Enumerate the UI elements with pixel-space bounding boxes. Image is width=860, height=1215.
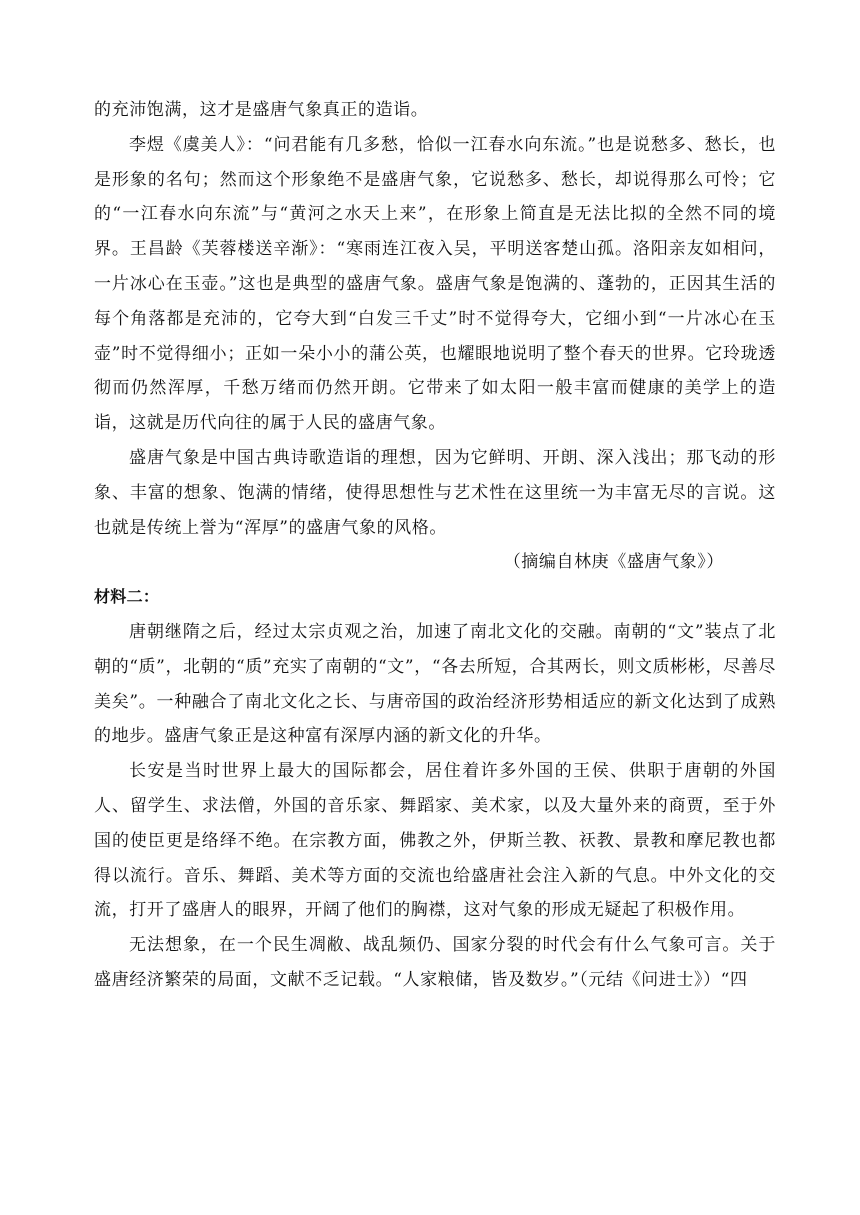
paragraph-li-yu: 李煜《虞美人》：“问君能有几多愁，恰似一江春水向东流。”也是说愁多、愁长，也是形象的名句；然而这个形象绝不是盛唐气象，它说愁多、愁长，却说得那么可怜；它的“一江春水向东流”与“黄河之水天上来”，在形象上简直是无法比拟的全然不同的境界。王昌龄《芙蓉楼送辛渐》：“寒雨连江夜入吴，平明送客楚山孤。洛阳亲友如相问，一片冰心在玉壶。”这也是典型的盛唐气象。盛唐气象是饱满的、蓬勃的，正因其生活的每个角落都是充沛的，它夸大到“白发三千丈”时不觉得夸大，它细小到“一片冰心在玉壶”时不觉得细小；正如一朵小小的蒲公英，也耀眼地说明了整个春天的世界。它玲珑透彻而仍然浑厚，千愁万绪而仍然开朗。它带来了如太阳一般丰富而健康的美学上的造诣，这就是历代向往的属于人民的盛唐气象。 [94, 134, 776, 434]
paragraph-continuation: 的充沛饱满，这才是盛唐气象真正的造诣。 [94, 100, 429, 120]
source-citation: （摘编自林庚《盛唐气象》） [503, 552, 724, 573]
paragraph-economy: 无法想象，在一个民生凋敝、战乱频仍、国家分裂的时代会有什么气象可言。关于盛唐经济繁荣的局面，文献不乏记载。“人家粮储，皆及数岁。”（元结《问进士》）“四 [94, 935, 776, 990]
paragraph-ideal: 盛唐气象是中国古典诗歌造诣的理想，因为它鲜明、开朗、深入浅出；那飞动的形象、丰富的想象、饱满的情绪，使得思想性与艺术性在这里统一为丰富无尽的言说。这也就是传统上誉为“浑厚”的盛唐气象的风格。 [94, 447, 776, 538]
paragraph-changan: 长安是当时世界上最大的国际都会，居住着许多外国的王侯、供职于唐朝的外国人、留学生、求法僧，外国的音乐家、舞蹈家、美术家，以及大量外来的商贾，至于外国的使臣更是络绎不绝。在宗教方面，佛教之外，伊斯兰教、祆教、景教和摩尼教也都得以流行。音乐、舞蹈、美术等方面的交流也给盛唐社会注入新的气息。中外文化的交流，打开了盛唐人的眼界，开阔了他们的胸襟，这对气象的形成无疑起了积极作用。 [94, 761, 776, 921]
paragraph-tang-culture: 唐朝继隋之后，经过太宗贞观之治，加速了南北文化的交融。南朝的“文”装点了北朝的“质”，北朝的“质”充实了南朝的“文”，“各去所短，合其两长，则文质彬彬，尽善尽美矣”。一种融合了南北文化之长、与唐帝国的政治经济形势相适应的新文化达到了成熟的地步。盛唐气象正是这种富有深厚内涵的新文化的升华。 [94, 621, 776, 747]
section-heading-material-2: 材料二： [94, 587, 160, 607]
document-page [94, 93, 776, 998]
